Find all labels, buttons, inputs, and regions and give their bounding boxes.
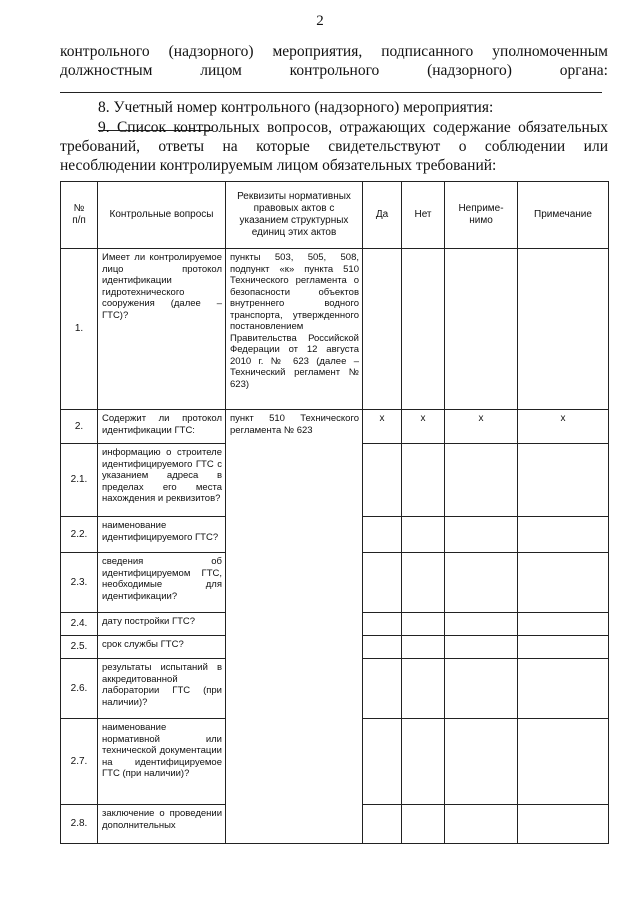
row-num: 2.4. (61, 613, 98, 636)
answer-no-cell[interactable] (402, 517, 445, 553)
note-cell[interactable] (518, 249, 609, 410)
intro-line-2: должностным лицом контрольного (надзорного) органа: (60, 62, 608, 79)
item-9 (60, 118, 608, 175)
answer-yes-cell[interactable] (363, 613, 402, 636)
row-question: наименование нормативной или технической документации на идентифицируемое ГТС (при наличии)? (98, 719, 226, 805)
answer-no-cell[interactable] (402, 805, 445, 844)
answer-yes-cell[interactable] (363, 805, 402, 844)
answer-yes-cell[interactable] (363, 444, 402, 517)
row-num: 2.1. (61, 444, 98, 517)
note-cell[interactable] (518, 613, 609, 636)
answer-yes-cell[interactable] (363, 517, 402, 553)
row-requisites: пункт 510 Технического регламента № 623 (226, 410, 363, 844)
header-yes: Да (363, 182, 402, 249)
answer-no-cell[interactable] (402, 659, 445, 719)
table-header-row (61, 182, 609, 249)
answer-no-cell[interactable] (402, 613, 445, 636)
item-9-line-3: несоблюдении контролируемым лицом обязательных требований: (60, 157, 497, 174)
row-question: сведения об идентифицируемом ГТС, необходимые для идентификации? (98, 553, 226, 613)
header-question: Контрольные вопросы (98, 182, 226, 249)
header-note: Примечание (518, 182, 609, 249)
row-num: 2.7. (61, 719, 98, 805)
answer-no-cell[interactable] (402, 636, 445, 659)
answer-na-cell[interactable] (445, 249, 518, 410)
answer-na-cell[interactable] (445, 719, 518, 805)
answer-na-cell: х (445, 410, 518, 444)
header-num: № п/п (61, 182, 98, 249)
answer-no-cell[interactable] (402, 719, 445, 805)
row-question: Имеет ли контролируемое лицо протокол идентификации гидротехнического сооружения (далее – ГТС)? (98, 249, 226, 410)
answer-na-cell[interactable] (445, 659, 518, 719)
answer-na-cell[interactable] (445, 444, 518, 517)
header-requisites: Реквизиты нормативных правовых актов с указанием структурных единиц этих актов (226, 182, 363, 249)
table-row (61, 249, 609, 410)
answer-na-cell[interactable] (445, 553, 518, 613)
answer-yes-cell[interactable] (363, 553, 402, 613)
row-num: 2.3. (61, 553, 98, 613)
answer-na-cell[interactable] (445, 517, 518, 553)
answer-no-cell: х (402, 410, 445, 444)
intro-paragraph (60, 42, 608, 80)
note-cell[interactable] (518, 659, 609, 719)
answer-no-cell[interactable] (402, 249, 445, 410)
table-row (61, 410, 609, 444)
item-9-line-1: 9. Список контрольных вопросов, отражающих содержание обязательных (98, 119, 608, 136)
note-cell[interactable] (518, 553, 609, 613)
row-num: 2.8. (61, 805, 98, 844)
answer-no-cell[interactable] (402, 444, 445, 517)
item-8-text: 8. Учетный номер контрольного (надзорного) мероприятия: (98, 99, 494, 116)
row-question: срок службы ГТС? (98, 636, 226, 659)
row-question: дату постройки ГТС? (98, 613, 226, 636)
row-question: наименование идентифицируемого ГТС? (98, 517, 226, 553)
answer-na-cell[interactable] (445, 613, 518, 636)
answer-na-cell[interactable] (445, 805, 518, 844)
signature-rule (60, 92, 602, 93)
answer-yes-cell: х (363, 410, 402, 444)
row-num: 2.5. (61, 636, 98, 659)
note-cell[interactable] (518, 517, 609, 553)
note-cell[interactable] (518, 636, 609, 659)
answer-yes-cell[interactable] (363, 249, 402, 410)
note-cell[interactable] (518, 805, 609, 844)
answer-na-cell[interactable] (445, 636, 518, 659)
row-num: 2.2. (61, 517, 98, 553)
row-requisites: пункты 503, 505, 508, подпункт «к» пункта 510 Технического регламента о безопасности объектов внутреннего водного транспорта, утвержденного постановлением Правительства Российской Федерации от 12 августа 2010 г. № 623 (далее – Технический регламент № 623) (226, 249, 363, 410)
answer-yes-cell[interactable] (363, 659, 402, 719)
row-num: 2. (61, 410, 98, 444)
answer-yes-cell[interactable] (363, 719, 402, 805)
item-9-line-2: требований, ответы на которые свидетельствуют о соблюдении или (60, 138, 608, 155)
note-cell[interactable] (518, 719, 609, 805)
row-question: информацию о строителе идентифицируемого ГТС с указанием адреса в пределах его места нахождения и реквизитов? (98, 444, 226, 517)
note-cell[interactable] (518, 444, 609, 517)
note-cell: х (518, 410, 609, 444)
header-no: Нет (402, 182, 445, 249)
page-number: 2 (316, 13, 324, 29)
answer-yes-cell[interactable] (363, 636, 402, 659)
row-question: результаты испытаний в аккредитованной лаборатории ГТС (при наличии)? (98, 659, 226, 719)
header-na: Неприме- нимо (445, 182, 518, 249)
checklist-table (60, 181, 609, 844)
intro-line-1: контрольного (надзорного) мероприятия, подписанного уполномоченным (60, 43, 608, 60)
row-question: Содержит ли протокол идентификации ГТС: (98, 410, 226, 444)
row-question: заключение о проведении дополнительных (98, 805, 226, 844)
answer-no-cell[interactable] (402, 553, 445, 613)
row-num: 2.6. (61, 659, 98, 719)
row-num: 1. (61, 249, 98, 410)
